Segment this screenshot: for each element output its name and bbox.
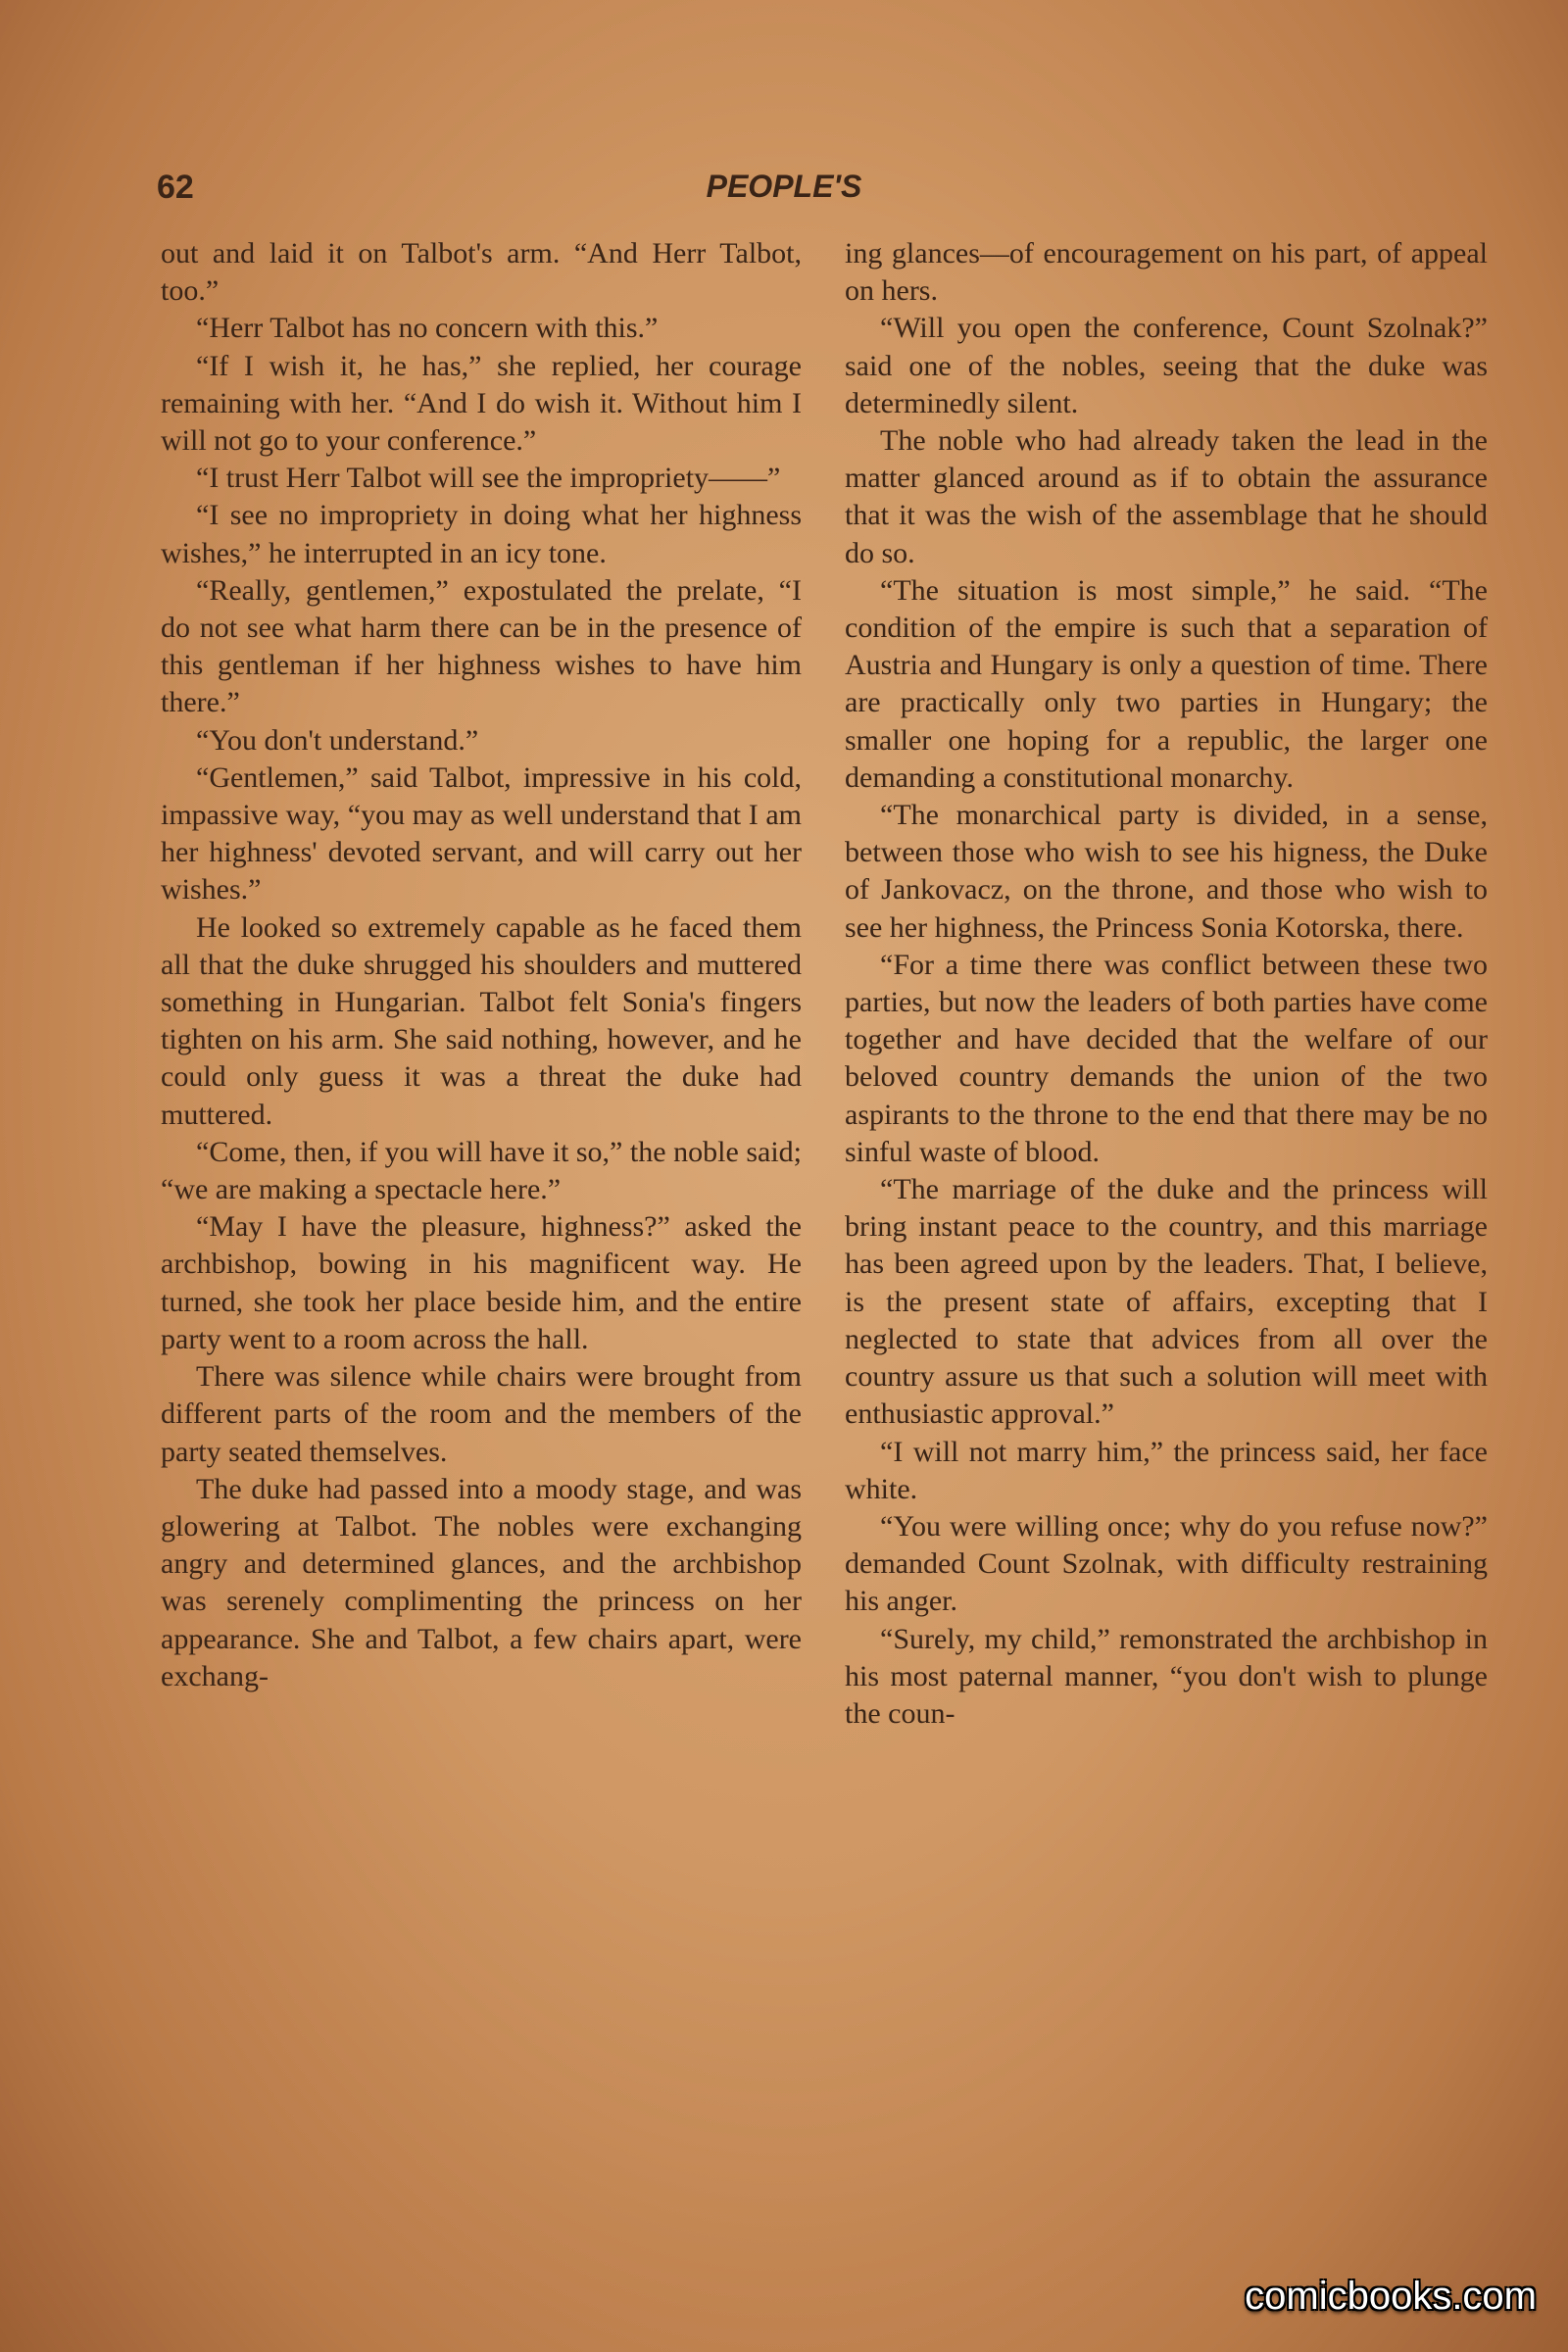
paragraph: out and laid it on Talbot's arm. “And Herr Talbot, too.” — [161, 237, 802, 308]
paragraph: He looked so extremely capable as he faced them all that the duke shrugged his shoulders and muttered something in Hungarian. Talbot felt Sonia's fingers tighten on his arm. She said nothing, however, and he could only guess it was a threat the duke had muttered. — [161, 910, 802, 1131]
paragraph: “The situation is most simple,” he said. “The condition of the empire is such that a separation of Austria and Hungary is only a question of time. There are practically only two parties in Hungary; the smaller one hoping for a republic, the larger one demanding a constitutional monarchy. — [845, 573, 1488, 794]
paragraph: ing glances—of encouragement on his part, of appeal on hers. — [845, 237, 1488, 308]
paragraph: “Really, gentlemen,” expostulated the prelate, “I do not see what harm there can be in the presence of this gentleman if her highness wishes to have him there.” — [161, 573, 802, 719]
paragraph: The noble who had already taken the lead in the matter glanced around as if to obtain the assurance that it was the wish of the assemblage that he should do so. — [845, 424, 1488, 569]
paragraph: “You don't understand.” — [196, 723, 479, 757]
paragraph: “If I wish it, he has,” she replied, her courage remaining with her. “And I do wish it. Without him I will not go to your conference.” — [161, 349, 802, 458]
paragraph: “Surely, my child,” remonstrated the archbishop in his most paternal manner, “you don't wish to plunge the coun- — [845, 1622, 1488, 1730]
paragraph: “The monarchical party is divided, in a sense, between those who wish to see his higness, the Duke of Jankovacz, on the throne, and those who wish to see her highness, the Princess Sonia Kotorska, there. — [845, 799, 1488, 944]
page-number: 62 — [157, 169, 194, 206]
paragraph: “May I have the pleasure, highness?” asked the archbishop, bowing in his magnificent way. He turned, she took her place beside him, and the entire party went to a room across the hall. — [161, 1210, 802, 1355]
paragraph: “The marriage of the duke and the princess will bring instant peace to the country, and this marriage has been agreed upon by the leaders. That, I believe, is the present state of affairs, excepting that I neglected to state that advices from all over the country assure us that such a solution will meet with enthusiastic approval.” — [845, 1173, 1488, 1431]
running-head: PEOPLE'S — [706, 169, 862, 204]
paragraph: “For a time there was conflict between these two parties, but now the leaders of both parties have come together and have decided that the welfare of our beloved country demands the union of the two aspirants to the throne to the end that there may be no sinful waste of blood. — [845, 948, 1488, 1168]
paragraph: “I see no impropriety in doing what her highness wishes,” he interrupted in an icy tone. — [161, 499, 802, 569]
paragraph: There was silence while chairs were brought from different parts of the room and the members of the party seated themselves. — [161, 1360, 802, 1468]
paragraph: “I trust Herr Talbot will see the impropriety——” — [196, 462, 781, 495]
paragraph: “Herr Talbot has no concern with this.” — [196, 312, 659, 345]
left-column — [161, 235, 802, 1695]
paragraph: “I will not marry him,” the princess said, her face white. — [845, 1435, 1488, 1505]
paragraph: “You were willing once; why do you refuse now?” demanded Count Szolnak, with difficulty restraining his anger. — [845, 1509, 1488, 1618]
right-column — [845, 235, 1488, 1733]
paragraph: “Will you open the conference, Count Szolnak?” said one of the nobles, seeing that the duke was determinedly silent. — [845, 312, 1488, 419]
watermark: comicbooks.com — [1245, 2275, 1537, 2318]
paragraph: “Come, then, if you will have it so,” the noble said; “we are making a spectacle here.” — [161, 1135, 802, 1206]
paragraph: The duke had passed into a moody stage, and was glowering at Talbot. The nobles were exchanging angry and determined glances, and the archbishop was serenely complimenting the princess on her appearance. She and Talbot, a few chairs apart, were exchang- — [161, 1472, 802, 1692]
paragraph: “Gentlemen,” said Talbot, impressive in his cold, impassive way, “you may as well understand that I am her highness' devoted servant, and will carry out her wishes.” — [161, 760, 802, 906]
